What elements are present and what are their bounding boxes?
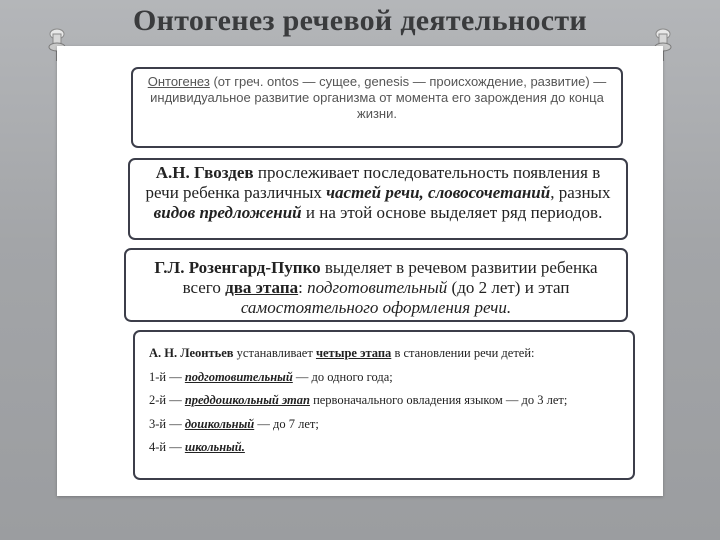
leontiev-box: [133, 330, 635, 480]
definition-box: [131, 67, 623, 148]
stage-text: первоначального овладения языком — до 3 лет;: [309, 393, 568, 407]
text: (до 2 лет) и этап: [447, 278, 570, 297]
author-name: А.Н. Гвоздев: [155, 163, 254, 182]
text: :: [298, 278, 308, 297]
stage-number: 2-й —: [149, 393, 185, 407]
stage-name: дошкольный: [184, 416, 255, 431]
emphasis-text: частей речи, словосочетаний: [326, 183, 551, 202]
text: устанавливает: [233, 346, 316, 360]
text: , разных: [550, 183, 611, 202]
stage-name: подготовительный: [184, 369, 293, 384]
gvozdev-box: [128, 158, 628, 240]
stage-name: преддошкольный этап: [184, 393, 310, 407]
list-item: [149, 438, 623, 457]
list-item: [149, 368, 623, 387]
list-item: [149, 415, 623, 434]
page-title: Онтогенез речевой деятельности: [132, 4, 588, 37]
italic-text: самостоятельного оформления речи.: [240, 298, 512, 317]
stage-name: школьный.: [184, 440, 245, 454]
rosengard-box: [124, 248, 628, 322]
intro-line: [149, 344, 623, 363]
definition-term: Онтогенез: [147, 74, 210, 89]
stage-text: — до одного года;: [292, 369, 393, 384]
italic-text: подготовительный: [307, 278, 448, 297]
author-name: Г.Л. Розенгард-Пупко: [154, 258, 321, 277]
definition-text: (от греч. ontos — сущее, genesis — происхождение, развитие) — индивидуальное развитие организма от момента его зарождения до конца жизни.: [150, 74, 607, 121]
emphasis-text: видов предложений: [153, 203, 302, 222]
text: выделяет в речевом развитии ребенка всего: [182, 258, 598, 297]
author-name: А. Н. Леонтьев: [149, 346, 234, 360]
emphasis-text: два этапа: [225, 278, 299, 297]
text: прослеживает последовательность появления в речи ребенка различных: [145, 163, 601, 202]
text: и на этой основе выделяет ряд периодов.: [301, 203, 603, 222]
stage-number: 3-й —: [149, 416, 185, 431]
stage-number: 1-й —: [149, 369, 185, 384]
stage-number: 4-й —: [149, 440, 185, 454]
stage-text: — до 7 лет;: [254, 416, 319, 431]
text: в становлении речи детей:: [391, 346, 535, 360]
emphasis-text: четыре этапа: [315, 346, 392, 360]
list-item: [149, 391, 623, 410]
